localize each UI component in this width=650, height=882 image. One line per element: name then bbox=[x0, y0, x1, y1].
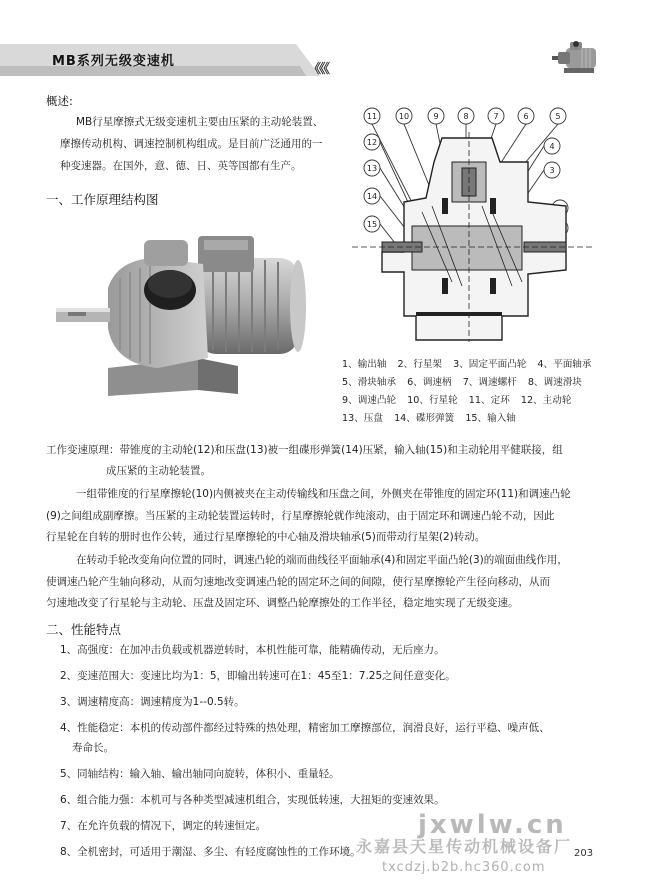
callout-11: 11 bbox=[366, 112, 378, 121]
legend-item: 11、定环 bbox=[468, 395, 510, 406]
feature-item: 8、全机密封，可适用于潮湿、多尘、有轻度腐蚀性的工作环境。 bbox=[60, 846, 361, 858]
legend-item: 13、压盘 bbox=[342, 413, 383, 424]
legend-item: 9、调速凸轮 bbox=[342, 395, 397, 406]
watermark-brand: jxwlw.cn bbox=[418, 810, 567, 840]
feature-item-continuation: 寿命长。 bbox=[72, 742, 114, 754]
corner-motor-icon bbox=[552, 38, 604, 78]
principle-line-1: 工作变速原理：带锥度的主动轮(12)和压盘(13)被一组碟形弹簧(14)压紧，输入轴(15)和主动轮用平健联接，组 bbox=[46, 444, 563, 456]
legend-item: 10、行星轮 bbox=[407, 395, 458, 406]
legend-item: 6、调速柄 bbox=[407, 377, 452, 388]
overview-title: 概述: bbox=[46, 94, 73, 108]
legend-item: 8、调速滑块 bbox=[527, 377, 582, 388]
watermark-url: txcdzj.b2b.hc360.com bbox=[382, 860, 546, 875]
legend-row bbox=[342, 392, 642, 410]
callout-12: 12 bbox=[366, 138, 378, 147]
principle-line-6: 在转动手轮改变角向位置的同时，调速凸轮的端而曲线径平面轴承(4)和固定平面凸轮(3)的端面曲线作用， bbox=[76, 554, 568, 566]
feature-item: 3、调速精度高：调速精度为1--0.5转。 bbox=[60, 696, 245, 708]
legend-item: 14、碟形弹簧 bbox=[394, 413, 455, 424]
overview-line-1: MB行星摩擦式无级变速机主要由压紧的主动轮装置、 bbox=[76, 116, 324, 128]
callout-15: 15 bbox=[366, 220, 378, 229]
legend-item: 3、固定平面凸轮 bbox=[453, 359, 527, 370]
principle-line-7: 使调速凸轮产生轴向移动，从而匀速地改变调速凸轮的固定环之间的间隙，使行星摩擦轮产生径向移动，从而 bbox=[46, 576, 550, 588]
callout-10: 10 bbox=[398, 112, 410, 121]
page-number: 203 bbox=[574, 848, 594, 859]
chevrons-icon: 《《《 bbox=[308, 62, 329, 77]
structure-drawing bbox=[352, 102, 592, 352]
principle-line-2: 成压紧的主动轮装置。 bbox=[106, 465, 211, 477]
feature-item: 7、在允许负载的情况下，调定的转速恒定。 bbox=[60, 820, 267, 832]
legend-row bbox=[342, 410, 642, 428]
section-1-title: 一、工作原理结构图 bbox=[46, 192, 159, 207]
legend-item: 2、行星架 bbox=[397, 359, 443, 370]
legend-item: 12、主动轮 bbox=[520, 395, 572, 406]
callout-6: 6 bbox=[523, 112, 529, 121]
legend-item: 5、滑块轴承 bbox=[342, 377, 397, 388]
legend-item: 15、输入轴 bbox=[465, 413, 516, 424]
legend-item: 1、输出轴 bbox=[342, 359, 387, 370]
principle-line-5: 行星轮在自转的册时也作公转，通过行星摩擦轮的中心轴及滑块轴承(5)而带动行星架(2)转动。 bbox=[46, 531, 486, 543]
callout-13: 13 bbox=[366, 164, 378, 173]
callout-14: 14 bbox=[366, 192, 378, 201]
feature-item: 5、同轴结构：输入轴、输出轴同向旋转，体积小、重量轻。 bbox=[60, 768, 340, 780]
principle-line-4: (9)之间组成副摩擦。当压紧的主动轮装置运转时，行星摩擦轮就作纯滚动，由于固定环和调速凸轮不动，因此 bbox=[46, 510, 555, 522]
feature-item: 2、变速范围大：变速比均为1：5，即输出转速可在1：45至1：7.25之间任意变化。 bbox=[60, 670, 456, 682]
feature-item: 6、组合能力强：本机可与各种类型减速机组合，实现低转速，大扭矩的变速效果。 bbox=[60, 794, 445, 806]
legend-row bbox=[342, 374, 642, 392]
overview-line-2: 摩擦传动机构、调速控制机构组成。是目前广泛通用的一 bbox=[60, 138, 323, 150]
legend-row bbox=[342, 356, 642, 374]
principle-line-8: 匀速地改变了行星轮与主动轮、压盘及固定环、调整凸轮摩擦处的工作半径，稳定地实现了无级变速。 bbox=[46, 597, 519, 609]
callout-3: 3 bbox=[549, 166, 555, 175]
motor-photo bbox=[48, 218, 306, 402]
callout-5: 5 bbox=[555, 112, 561, 121]
callout-4: 4 bbox=[549, 142, 555, 151]
section-2-title: 二、性能特点 bbox=[46, 622, 122, 637]
overview-line-3: 种变速器。在国外，意、德、日、英等国都有生产。 bbox=[60, 160, 302, 172]
page-title: MB系列无级变速机 bbox=[52, 54, 175, 69]
callout-9: 9 bbox=[433, 112, 439, 121]
callout-8: 8 bbox=[463, 112, 469, 121]
feature-item: 1、高强度：在加冲击负载或机器逆转时，本机性能可靠，能精确传动，无后座力。 bbox=[60, 644, 445, 656]
legend-item: 4、平面轴承 bbox=[537, 359, 592, 370]
legend-item: 7、调速螺杆 bbox=[462, 377, 517, 388]
watermark-company: 永嘉县天星传动机械设备厂 bbox=[356, 837, 573, 856]
principle-line-3: 一组带锥度的行星摩擦轮(10)内侧被夹在主动传输线和压盘之间，外侧夹在带锥度的固定环(11)和调速凸轮 bbox=[76, 488, 571, 500]
callout-7: 7 bbox=[493, 112, 499, 121]
feature-item: 4、性能稳定：本机的传动部件都经过特殊的热处理，精密加工摩擦部位，润滑良好，运行平稳、噪声低、 bbox=[60, 722, 550, 734]
structure-drawing-svg bbox=[352, 102, 592, 352]
parts-legend bbox=[342, 356, 642, 428]
